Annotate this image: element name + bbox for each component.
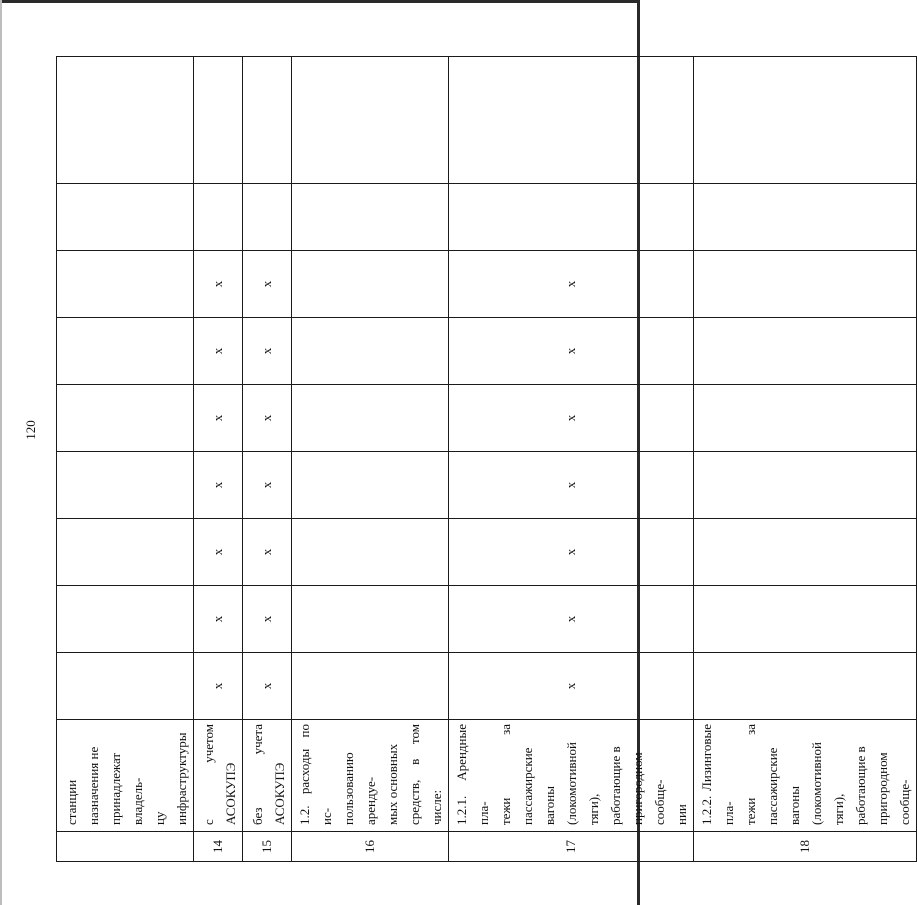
description-line: нии	[674, 804, 689, 825]
page-edge-top	[0, 0, 640, 3]
value-cell	[57, 318, 194, 385]
value-cell: x	[243, 251, 292, 318]
value-cell	[57, 653, 194, 720]
value-cell	[57, 519, 194, 586]
description-line: мых основных	[385, 743, 400, 825]
value-cell: x	[449, 452, 694, 519]
row-description	[243, 720, 292, 832]
row-description	[694, 720, 917, 832]
row-description	[57, 720, 194, 832]
table-row	[694, 57, 917, 862]
value-cell	[694, 318, 917, 385]
value-cell	[694, 586, 917, 653]
value-cell	[694, 519, 917, 586]
data-table	[56, 56, 917, 862]
row-number	[57, 832, 194, 862]
description-line: вагоны (локомотивной	[542, 742, 579, 825]
value-cell: x	[243, 318, 292, 385]
value-cell	[292, 653, 449, 720]
value-cell: x	[194, 318, 243, 385]
row-number: 14	[194, 832, 243, 862]
value-cell: x	[449, 519, 694, 586]
value-cell: x	[449, 318, 694, 385]
value-cell	[57, 251, 194, 318]
description-line: 1.2.2. Лизинговые пла-	[699, 724, 736, 825]
page-edge-left	[0, 0, 2, 905]
table-row	[57, 57, 194, 862]
description-line: пригородном сообще-	[630, 752, 667, 825]
description-line: цу инфраструктуры	[152, 732, 189, 825]
table-row	[194, 57, 243, 862]
value-cell	[292, 251, 449, 318]
value-cell	[292, 385, 449, 452]
description-line: без учета АСОКУПЭ	[250, 724, 287, 825]
value-cell	[57, 452, 194, 519]
page-number: 120	[23, 420, 38, 440]
value-cell	[57, 586, 194, 653]
value-cell	[57, 184, 194, 251]
row-number: 16	[292, 832, 449, 862]
value-cell	[694, 452, 917, 519]
value-cell: x	[449, 586, 694, 653]
table-row	[449, 57, 694, 862]
value-cell	[694, 385, 917, 452]
value-cell	[694, 251, 917, 318]
value-cell	[292, 519, 449, 586]
description-line: принадлежат владель-	[108, 752, 145, 825]
table-row	[243, 57, 292, 862]
value-cell	[449, 57, 694, 184]
value-cell	[449, 184, 694, 251]
value-cell	[243, 57, 292, 184]
description-line: 1.2.1. Арендные пла-	[454, 724, 491, 825]
value-cell: x	[449, 251, 694, 318]
value-cell	[694, 184, 917, 251]
row-number: 15	[243, 832, 292, 862]
value-cell: x	[194, 519, 243, 586]
value-cell: x	[243, 452, 292, 519]
value-cell: x	[194, 251, 243, 318]
value-cell	[292, 586, 449, 653]
description-line: 1.2. расходы по ис-	[297, 724, 334, 825]
row-description	[194, 720, 243, 832]
value-cell: x	[194, 385, 243, 452]
value-cell	[292, 318, 449, 385]
value-cell	[243, 184, 292, 251]
value-cell: x	[243, 385, 292, 452]
description-line: станции назначения не	[64, 746, 101, 825]
description-line: тежи за пассажирские	[743, 724, 780, 825]
table-row	[292, 57, 449, 862]
value-cell: x	[449, 385, 694, 452]
description-line: тяги), работающие в	[831, 746, 868, 825]
data-table-rotated	[56, 57, 912, 862]
value-cell	[57, 385, 194, 452]
value-cell	[292, 452, 449, 519]
value-cell: x	[194, 586, 243, 653]
value-cell	[694, 57, 917, 184]
row-description	[449, 720, 694, 832]
value-cell	[292, 184, 449, 251]
value-cell	[694, 653, 917, 720]
description-line: тежи за пассажирские	[498, 724, 535, 825]
description-line: пользованию арендуе-	[341, 752, 378, 825]
description-line: с учетом АСОКУПЭ	[201, 724, 238, 825]
value-cell: x	[194, 653, 243, 720]
description-line: вагоны (локомотивной	[787, 742, 824, 825]
value-cell	[194, 184, 243, 251]
row-number: 18	[694, 832, 917, 862]
value-cell: x	[449, 653, 694, 720]
description-line: тяги), работающие в	[586, 746, 623, 825]
value-cell: x	[243, 586, 292, 653]
value-cell: x	[243, 519, 292, 586]
value-cell	[194, 57, 243, 184]
value-cell: x	[243, 653, 292, 720]
row-description	[292, 720, 449, 832]
value-cell	[57, 57, 194, 184]
value-cell	[292, 57, 449, 184]
description-line: средств, в том числе:	[407, 724, 444, 825]
value-cell: x	[194, 452, 243, 519]
row-number: 17	[449, 832, 694, 862]
description-line: пригородном сообще-	[875, 752, 912, 825]
